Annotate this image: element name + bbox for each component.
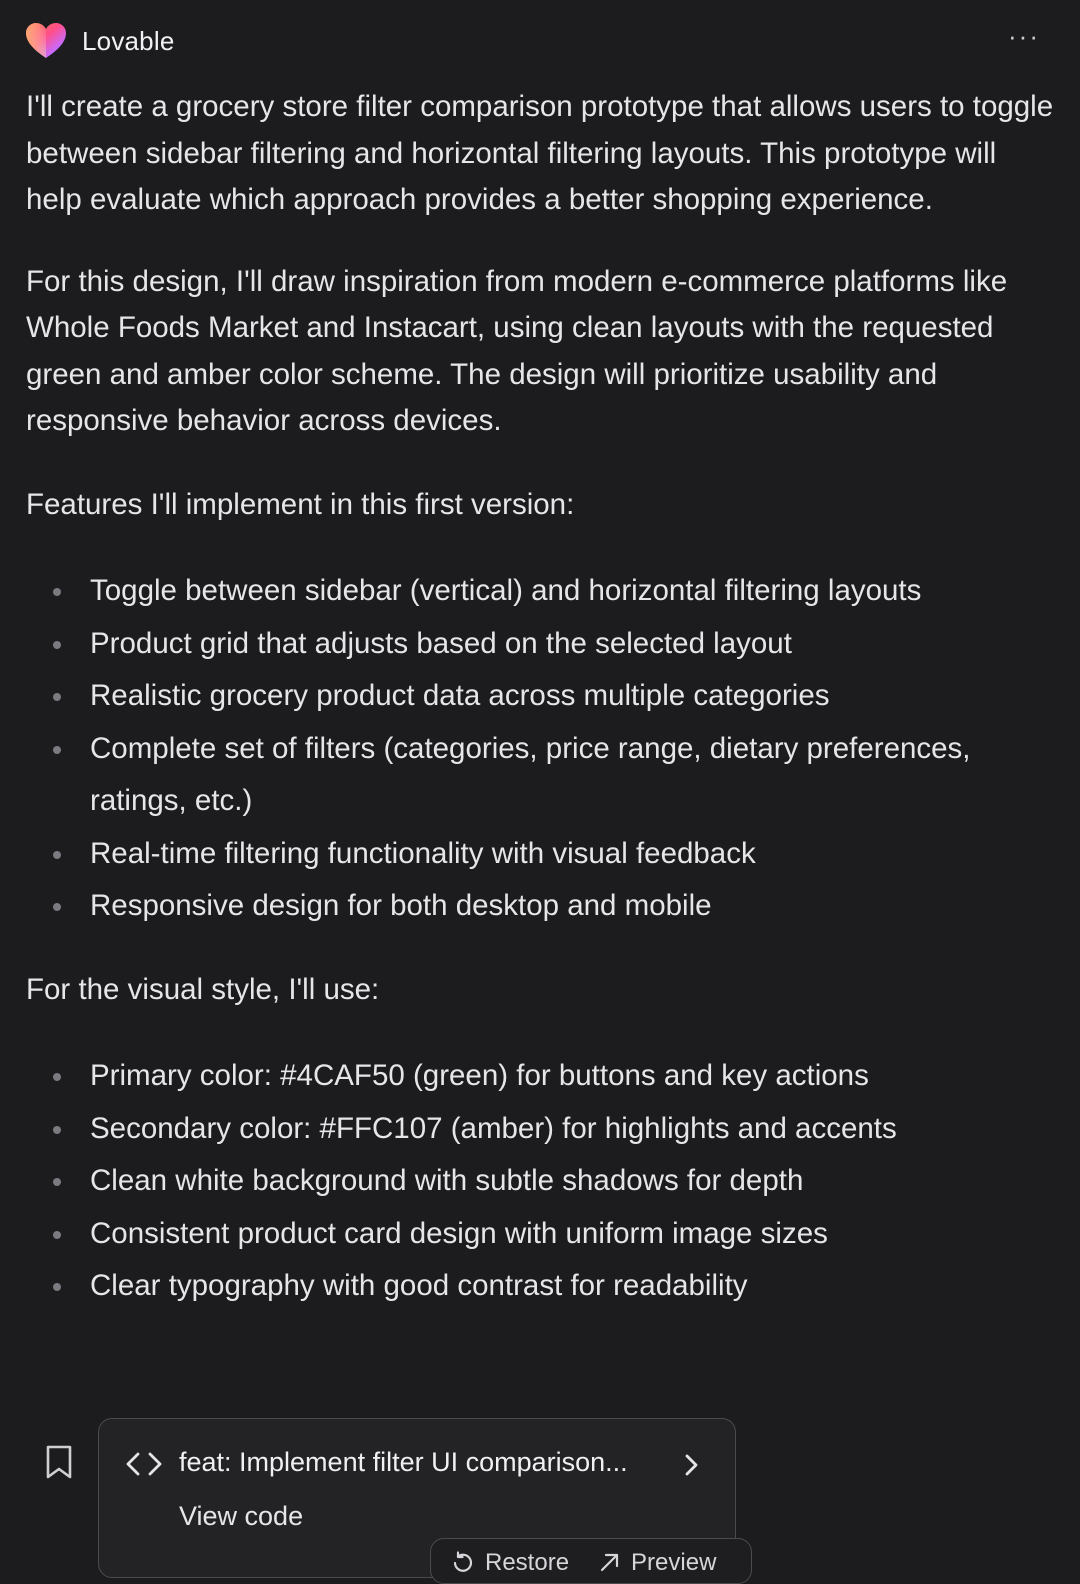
brand-name: Lovable xyxy=(82,25,175,56)
list-item: Clear typography with good contrast for readability xyxy=(26,1260,1056,1313)
list-item: Real-time filtering functionality with visual feedback xyxy=(26,828,1056,881)
features-list xyxy=(26,565,1056,933)
intro-paragraph: I'll create a grocery store filter comparison prototype that allows users to toggle between sidebar filtering and horizontal filtering layouts. This prototype will help evaluate which approach provides a better shopping experience. xyxy=(26,90,1054,216)
style-list xyxy=(26,1050,1056,1313)
list-item: Realistic grocery product data across multiple categories xyxy=(26,670,1056,723)
restore-label: Restore xyxy=(485,1549,570,1576)
commit-actions xyxy=(430,1538,752,1584)
list-item: Secondary color: #FFC107 (amber) for highlights and accents xyxy=(26,1103,1056,1156)
more-options-icon[interactable]: ··· xyxy=(1008,21,1040,51)
list-item: Product grid that adjusts based on the selected layout xyxy=(26,618,1056,671)
view-code-link[interactable]: View code xyxy=(179,1501,304,1531)
chat-header xyxy=(24,20,1040,62)
preview-button[interactable] xyxy=(597,1549,716,1577)
inspiration-paragraph: For this design, I'll draw inspiration from modern e-commerce platforms like Whole Foods Market and Instacart, using clean layouts with the requested green and amber color scheme. The design will prioritize usability and responsive behavior across devices. xyxy=(26,264,1008,437)
restore-button[interactable] xyxy=(451,1549,569,1577)
preview-label: Preview xyxy=(631,1549,717,1576)
style-heading: For the visual style, I'll use: xyxy=(26,972,380,1006)
list-item: Primary color: #4CAF50 (green) for buttons and key actions xyxy=(26,1050,1056,1103)
restore-icon xyxy=(451,1551,475,1575)
list-item: Responsive design for both desktop and mobile xyxy=(26,880,1056,933)
external-link-icon xyxy=(597,1551,621,1575)
commit-title: feat: Implement filter UI comparison... xyxy=(179,1447,628,1477)
features-heading: Features I'll implement in this first version: xyxy=(26,487,575,521)
code-icon xyxy=(125,1449,163,1479)
chevron-right-icon[interactable] xyxy=(681,1451,701,1479)
list-item: Toggle between sidebar (vertical) and horizontal filtering layouts xyxy=(26,565,1056,618)
list-item: Clean white background with subtle shadows for depth xyxy=(26,1155,1056,1208)
assistant-message xyxy=(26,84,1056,1347)
list-item: Consistent product card design with uniform image sizes xyxy=(26,1208,1056,1261)
list-item: Complete set of filters (categories, price range, dietary preferences, ratings, etc.) xyxy=(26,723,1056,828)
commit-footer xyxy=(0,1416,1080,1576)
heart-logo-icon xyxy=(24,21,68,61)
bookmark-icon[interactable] xyxy=(44,1444,74,1480)
